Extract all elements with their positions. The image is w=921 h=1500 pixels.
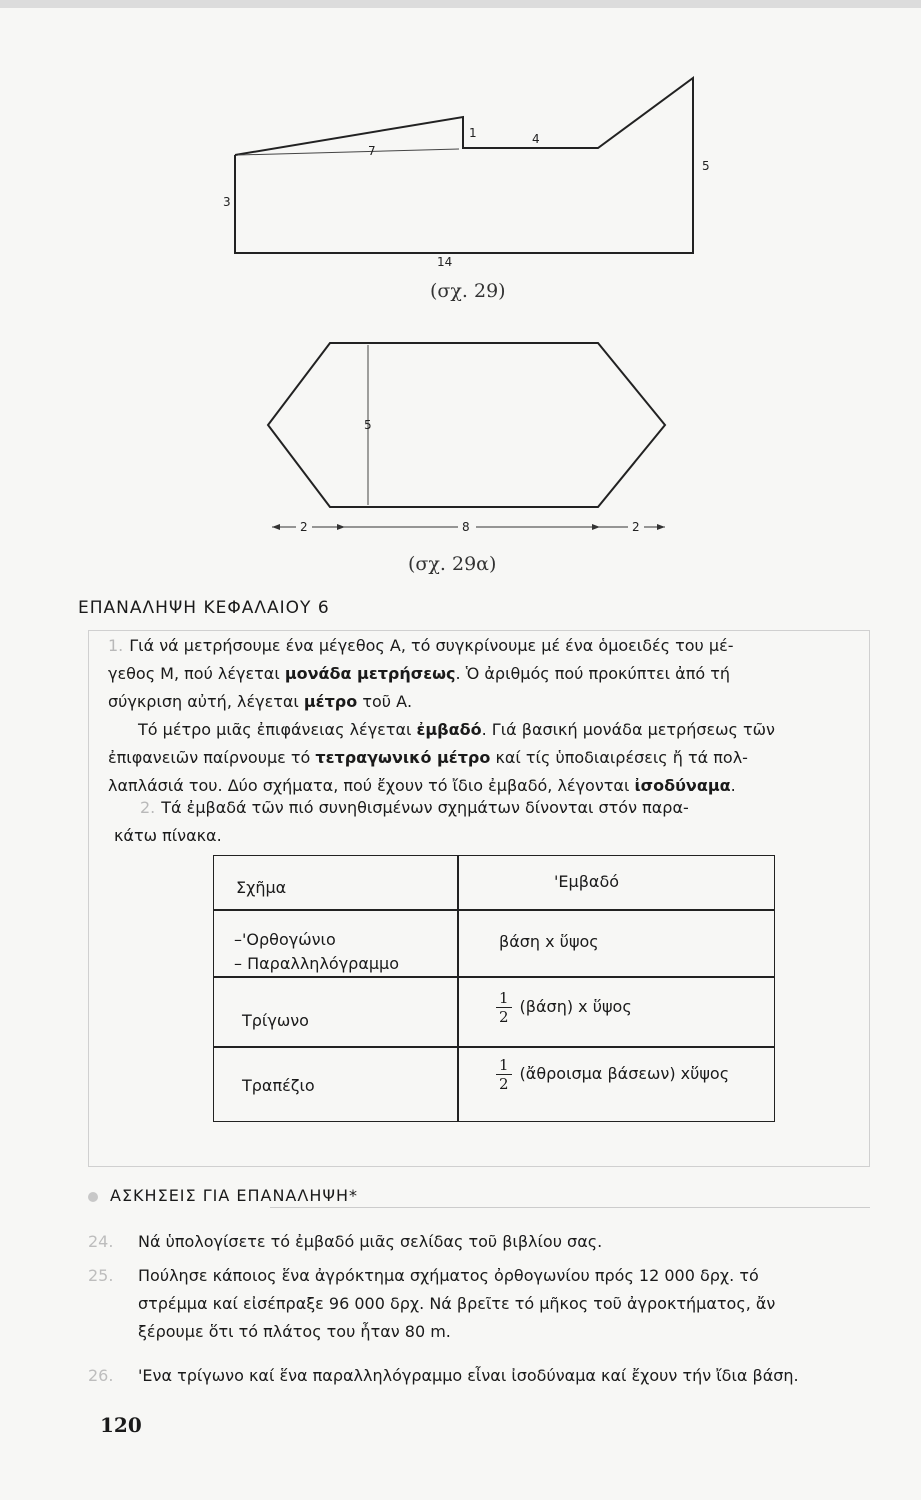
exercise-25: 25. Πούλησε κάποιος ἕνα ἀγρόκτημα σχήματος ὀρθογωνίου πρός 12 000 δρχ. τό στρέμμα καί εἰσέπραξε 96 000 δρχ. Νά βρεῖτε τό μῆκος τοῦ ἀγροκτήματος, ἄν ξέρουμε ὅτι τό πλάτος του ἦταν 80 m. [88,1262,775,1346]
fraction-one-half: $\frac{1}{2}$ [496,989,512,1026]
figure-29-label-1: 1 [469,126,477,140]
section-title: ΕΠΑΝΑΛΗΨΗ ΚΕΦΑΛΑΙΟΥ 6 [78,598,330,618]
figure-29-label-3: 3 [223,195,231,209]
paragraph-1-line-2: γεθος Μ, πού λέγεται μονάδα μετρήσεως. Ὁ ἀριθμός πού προκύπτει ἀπό τή [108,664,730,683]
figure-29a-label-2-left: 2 [300,520,308,534]
figure-29a-label-8: 8 [462,520,470,534]
paragraph-1-line-3: σύγκριση αὐτή, λέγεται μέτρο τοῦ Α. [108,692,413,711]
figure-29a [0,0,921,600]
table-row-2-shape: Τρίγωνο [242,1011,309,1030]
paragraph-2 [114,794,689,850]
table-row-1-shape: –'Ορθογώνιο – Παραλληλόγραμμο [234,930,400,973]
fraction-one-half: $\frac{1}{2}$ [496,1056,512,1093]
table-row-3-shape: Τραπέζιο [242,1076,315,1095]
figure-29-label-4: 4 [532,132,540,146]
table-row-2-area: $\frac{1}{2}$ (βάση) x ὕψος [496,989,632,1026]
table-header-area: 'Εμβαδό [554,872,620,891]
paragraph-1-line-4: Τό μέτρο μιᾶς ἐπιφάνειας λέγεται ἐμβαδό. Γιά βασική μονάδα μετρήσεως τῶν [138,720,775,739]
figure-29a-outline [268,343,665,507]
exercise-26-number: 26. [88,1366,114,1385]
paragraph-1-line-1: 1. Γιά νά μετρήσουμε ένα μέγεθος Α, τό συγκρίνουμε μέ ένα ὁμοειδές του μέ- [108,636,734,655]
figure-29-label-5: 5 [702,159,710,173]
paragraph-1-line-5: ἐπιφανειῶν παίρνουμε τό τετραγωνικό μέτρο καί τίς ὑποδιαιρέσεις ἤ τά πολ- [108,748,748,767]
exercises-divider [270,1207,870,1208]
exercise-26: 26. 'Ενα τρίγωνο καί ἕνα παραλληλόγραμμο εἶναι ἰσοδύναμα καί ἔχουν τήν ἴδια βάση. [88,1362,799,1390]
exercise-25-number: 25. [88,1266,114,1285]
term-metro: μέτρο [303,692,358,711]
paragraph-1-line-6: λαπλάσιά του. Δύο σχήματα, πού ἔχουν τό ἴδιο ἐμβαδό, λέγονται ἰσοδύναμα. [108,776,736,795]
term-monada: μονάδα μετρήσεως [284,664,456,683]
figure-29-caption: (σχ. 29) [430,280,506,302]
term-embado: ἐμβαδό [416,720,482,739]
paragraph-2-line-1: 2. Τά ἐμβαδά τῶν πιό συνηθισμένων σχημάτων δίνονται στόν παρα- [140,798,689,817]
paragraph-1-number: 1. [108,636,124,655]
figure-29a-label-2-right: 2 [632,520,640,534]
paragraph-1 [108,632,775,800]
table-header-shape: Σχῆμα [236,878,287,897]
area-table [213,855,775,1122]
exercises-title: ΑΣΚΗΣΕΙΣ ΓΙΑ ΕΠΑΝΑΛΗΨΗ* [88,1186,358,1205]
paragraph-2-line-2: κάτω πίνακα. [114,826,222,845]
term-isodynama: ἰσοδύναμα [634,776,731,795]
figure-29-label-14: 14 [437,255,453,269]
page-number: 120 [100,1413,142,1437]
figure-29-label-7: 7 [368,144,376,158]
figure-29a-label-5: 5 [364,418,372,432]
bullet-icon [88,1192,98,1202]
paragraph-2-number: 2. [140,798,156,817]
term-tetragoniko-metro: τετραγωνικό μέτρο [315,748,491,767]
figure-29a-caption: (σχ. 29α) [408,553,497,575]
exercise-24: 24. Νά ὑπολογίσετε τό ἐμβαδό μιᾶς σελίδας τοῦ βιβλίου σας. [88,1228,602,1256]
table-row-3-area: $\frac{1}{2}$ (ἄθροισμα βάσεων) xὕψος [496,1056,729,1093]
table-row-1-area: βάση x ὕψος [499,932,599,951]
exercise-24-number: 24. [88,1232,114,1251]
